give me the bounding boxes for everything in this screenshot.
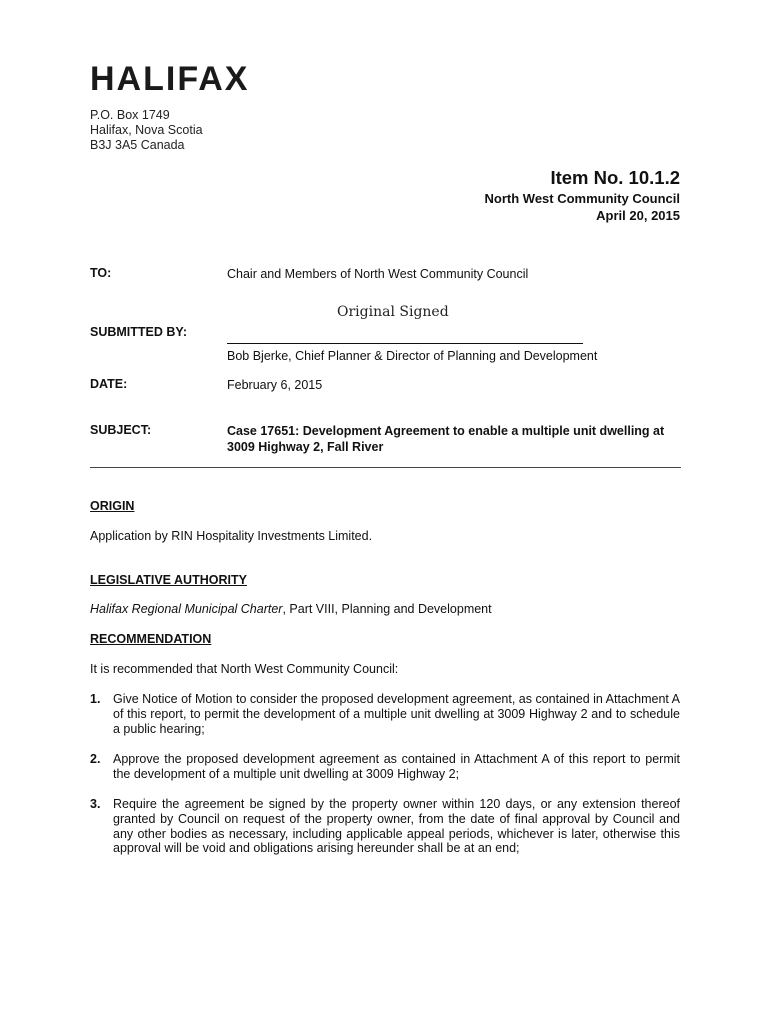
list-item-number: 1.	[90, 692, 101, 706]
list-item-text: Require the agreement be signed by the property owner within 120 days, or any extension thereof granted by Council on request of the property owner, from the date of final approval by Council and any other bodies as necessary, including applicable appeal periods, whichever is later, otherwise this approval will be void and obligations arising hereunder shall be at an end;	[113, 797, 680, 856]
date-label: DATE:	[90, 377, 128, 391]
list-item-text: Approve the proposed development agreement as contained in Attachment A of this report to permit the development of a multiple unit dwelling at 3009 Highway 2;	[113, 752, 680, 781]
legislative-heading: LEGISLATIVE AUTHORITY	[90, 573, 247, 587]
signature-text: Original Signed	[337, 304, 449, 320]
header-divider	[90, 467, 681, 468]
recommendation-intro: It is recommended that North West Community Council:	[90, 662, 399, 676]
origin-heading: ORIGIN	[90, 499, 135, 513]
list-item-text: Give Notice of Motion to consider the proposed development agreement, as contained in Attachment A of this report, to permit the development of a multiple unit dwelling at 3009 Highway 2 and to schedule a public hearing;	[113, 692, 681, 736]
mailing-address	[90, 108, 203, 153]
council-name: North West Community Council	[484, 191, 680, 206]
item-header	[485, 166, 680, 224]
list-item	[90, 692, 680, 736]
meeting-date: April 20, 2015	[596, 208, 680, 223]
list-item-number: 2.	[90, 752, 101, 766]
legislative-text	[90, 602, 680, 617]
charter-part: , Part VIII, Planning and Development	[282, 602, 492, 616]
halifax-logo: HALIFAX	[90, 60, 250, 98]
recommendation-heading: RECOMMENDATION	[90, 632, 212, 646]
to-value: Chair and Members of North West Community Council	[227, 267, 529, 281]
item-number: Item No. 10.1.2	[550, 167, 680, 188]
list-item	[90, 752, 680, 782]
subject-value: Case 17651: Development Agreement to enable a multiple unit dwelling at 3009 Highway 2, Fall River	[227, 424, 665, 454]
charter-name: Halifax Regional Municipal Charter	[90, 602, 283, 616]
signature-line	[227, 343, 583, 344]
address-line: P.O. Box 1749	[90, 108, 170, 122]
submitted-by-label: SUBMITTED BY:	[90, 325, 187, 339]
date-value: February 6, 2015	[227, 378, 323, 392]
list-item-number: 3.	[90, 797, 101, 811]
origin-text: Application by RIN Hospitality Investments Limited.	[90, 529, 373, 543]
subject-label: SUBJECT:	[90, 423, 152, 437]
list-item	[90, 797, 680, 856]
address-line: B3J 3A5 Canada	[90, 138, 185, 152]
address-line: Halifax, Nova Scotia	[90, 123, 203, 137]
to-label: TO:	[90, 266, 112, 280]
submitted-by-value: Bob Bjerke, Chief Planner & Director of Planning and Development	[227, 349, 598, 363]
